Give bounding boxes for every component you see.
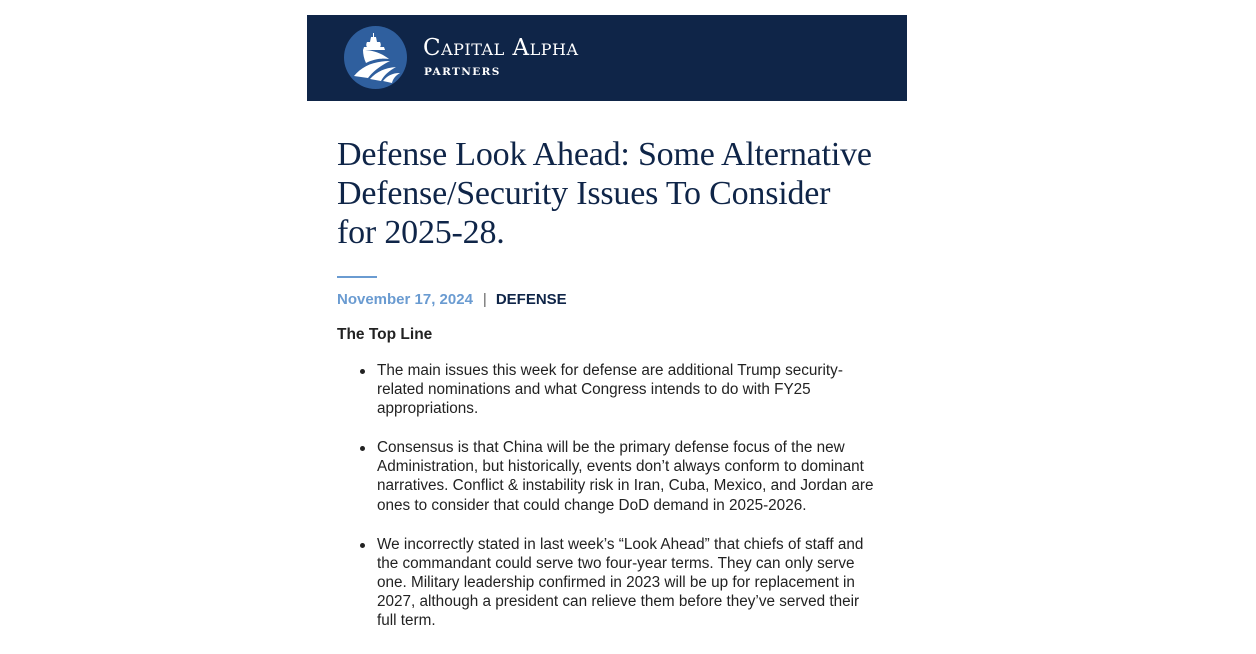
header-banner: [307, 15, 907, 101]
capitol-dome-icon: [344, 26, 407, 89]
section-heading: The Top Line: [337, 326, 433, 343]
bullet-icon: [360, 543, 365, 548]
list-item-text: The main issues this week for defense are additional Trump security-related nominations and what Congress intends to do with FY25 appropriations.: [377, 362, 843, 418]
newsletter-page: [307, 15, 907, 650]
article-title: Defense Look Ahead: Some Alternative Defense/Security Issues To Consider for 2025-28.: [337, 136, 872, 251]
list-item: [377, 438, 877, 514]
title-divider: [337, 276, 377, 278]
article-meta: [337, 291, 877, 309]
bullet-icon: [360, 446, 365, 451]
top-line-list: [337, 361, 877, 630]
brand-name: Capital Alpha: [423, 35, 579, 61]
meta-separator: |: [482, 291, 487, 308]
brand-subtitle: PARTNERS: [424, 66, 501, 78]
list-item: [377, 361, 877, 418]
bullet-icon: [360, 369, 365, 374]
list-item-text: We incorrectly stated in last week’s “Look Ahead” that chiefs of staff and the commandant could serve two four-year terms. They can only serve one. Military leadership confirmed in 2023 will be up for replacement in 2027, although a president can relieve them before they’ve served their full term.: [377, 535, 864, 630]
publish-date: November 17, 2024: [337, 291, 473, 308]
article-body: [307, 135, 907, 630]
list-item: [377, 535, 877, 630]
category-label[interactable]: DEFENSE: [495, 291, 567, 308]
list-item-text: Consensus is that China will be the primary defense focus of the new Administration, but historically, events don’t always conform to dominant narratives. Conflict & instability risk in Iran, Cuba, Mexico, and Jordan are ones to consider that could change DoD demand in 2025-2026.: [377, 439, 874, 514]
